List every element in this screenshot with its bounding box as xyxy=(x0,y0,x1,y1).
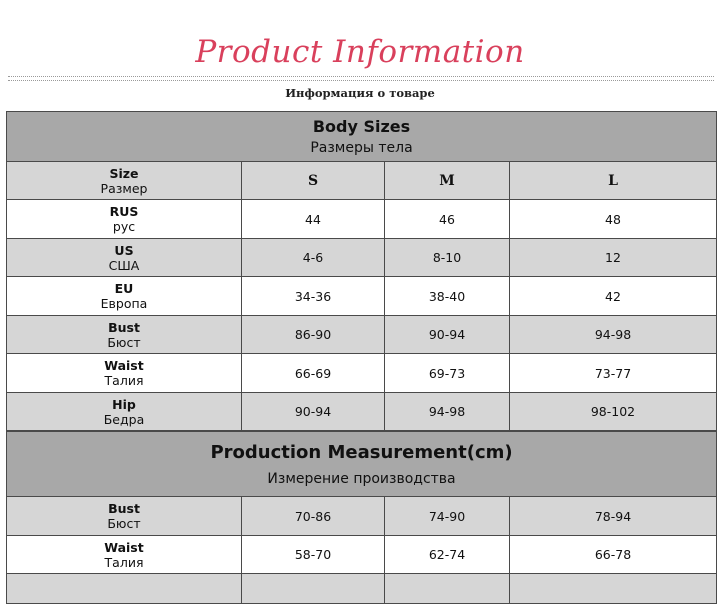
row-label-cell xyxy=(7,277,242,316)
row-label: Waist xyxy=(104,358,144,373)
body-sizes-table xyxy=(6,111,717,431)
row-label-ru: Бюст xyxy=(107,334,141,350)
value-cell: 58-70 xyxy=(242,536,385,574)
value-cell: 94-98 xyxy=(385,393,510,431)
value-cell: 69-73 xyxy=(385,354,510,393)
value-cell: 73-77 xyxy=(510,354,717,393)
size-label-cell xyxy=(7,162,242,200)
value-cell: 74-90 xyxy=(385,497,510,536)
value-cell: 70-86 xyxy=(242,497,385,536)
size-label-ru: Размер xyxy=(100,180,148,196)
size-column-l: L xyxy=(510,162,717,200)
product-information-title: Product Information xyxy=(195,34,525,70)
row-label-cell xyxy=(7,354,242,393)
table-row-production-partial xyxy=(7,574,717,604)
row-label: US xyxy=(114,242,134,258)
table-row-bust xyxy=(7,316,717,354)
row-label-ru: Европа xyxy=(100,296,148,311)
size-column-m: M xyxy=(385,162,510,200)
row-label-ru: Бюст xyxy=(107,516,141,531)
table-row-eu xyxy=(7,277,717,316)
body-sizes-header xyxy=(7,112,717,162)
size-column-s: S xyxy=(242,162,385,200)
row-label-ru: Талия xyxy=(104,554,144,570)
value-cell: 86-90 xyxy=(242,316,385,354)
value-cell: 90-94 xyxy=(242,393,385,431)
table-row-us xyxy=(7,239,717,277)
row-label: EU xyxy=(114,281,134,296)
size-label: Size xyxy=(109,165,139,181)
row-label-ru: США xyxy=(108,257,140,273)
row-label-ru: Бедра xyxy=(103,411,145,427)
production-header-row xyxy=(7,432,717,497)
title-divider-top xyxy=(8,76,714,77)
value-cell: 46 xyxy=(385,200,510,239)
value-cell: 98-102 xyxy=(510,393,717,431)
size-header-row xyxy=(7,162,717,200)
row-label-cell xyxy=(7,393,242,431)
table-row-hip xyxy=(7,393,717,431)
value-cell: 78-94 xyxy=(510,497,717,536)
row-label: Bust xyxy=(108,319,140,335)
production-measurement-table xyxy=(6,431,717,604)
row-label-cell xyxy=(7,239,242,277)
production-title-ru: Измерение производства xyxy=(267,470,456,487)
row-label-ru: рус xyxy=(112,219,136,234)
value-cell xyxy=(385,574,510,604)
row-label: Bust xyxy=(108,501,140,516)
value-cell xyxy=(510,574,717,604)
production-header xyxy=(7,432,717,497)
row-label-cell xyxy=(7,574,242,604)
table-row-production-bust xyxy=(7,497,717,536)
value-cell xyxy=(242,574,385,604)
row-label-cell xyxy=(7,536,242,574)
table-row-production-waist xyxy=(7,536,717,574)
value-cell: 94-98 xyxy=(510,316,717,354)
row-label: RUS xyxy=(109,204,139,219)
value-cell: 42 xyxy=(510,277,717,316)
value-cell: 90-94 xyxy=(385,316,510,354)
value-cell: 12 xyxy=(510,239,717,277)
row-label: Waist xyxy=(104,539,144,555)
table-row-rus xyxy=(7,200,717,239)
row-label-ru: Талия xyxy=(104,373,144,388)
value-cell: 66-69 xyxy=(242,354,385,393)
body-sizes-header-row xyxy=(7,112,717,162)
value-cell: 34-36 xyxy=(242,277,385,316)
product-information-subtitle: Информация о товаре xyxy=(285,86,435,100)
production-title: Production Measurement(cm) xyxy=(210,441,513,463)
value-cell: 66-78 xyxy=(510,536,717,574)
value-cell: 4-6 xyxy=(242,239,385,277)
row-label: Hip xyxy=(112,396,136,412)
table-row-waist xyxy=(7,354,717,393)
value-cell: 48 xyxy=(510,200,717,239)
body-sizes-title-ru: Размеры тела xyxy=(310,140,413,156)
value-cell: 8-10 xyxy=(385,239,510,277)
value-cell: 44 xyxy=(242,200,385,239)
value-cell: 62-74 xyxy=(385,536,510,574)
row-label-cell xyxy=(7,200,242,239)
body-sizes-title: Body Sizes xyxy=(312,117,411,136)
title-divider-bottom xyxy=(8,80,714,81)
row-label-cell xyxy=(7,497,242,536)
value-cell: 38-40 xyxy=(385,277,510,316)
row-label-cell xyxy=(7,316,242,354)
